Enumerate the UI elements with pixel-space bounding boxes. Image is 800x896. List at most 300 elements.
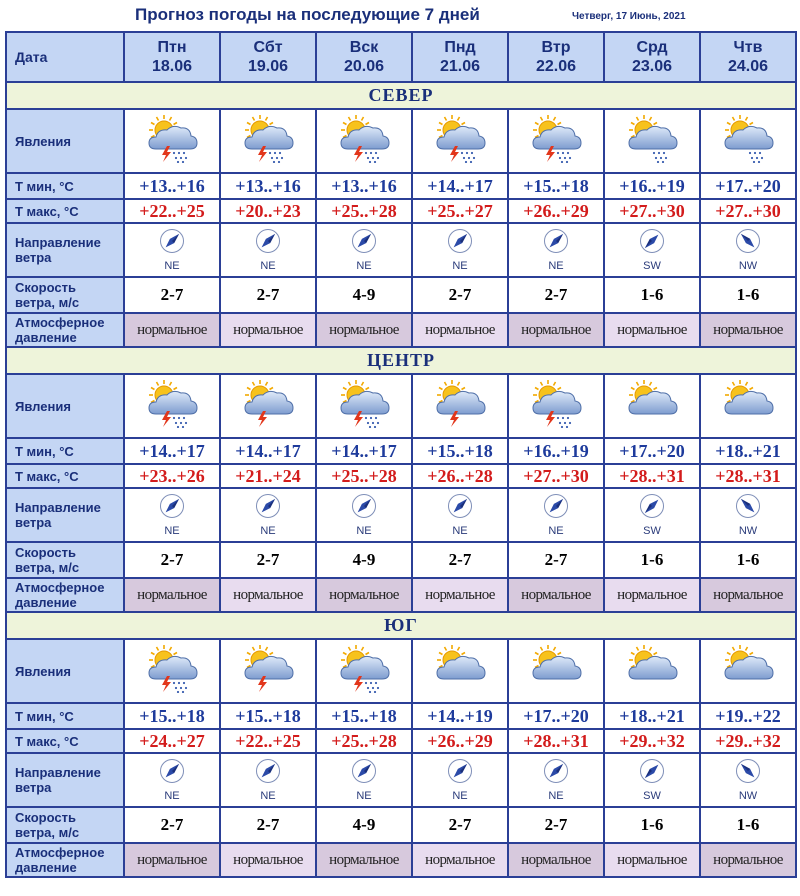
wind-speed-cell bbox=[700, 277, 796, 313]
wind-speed-cell bbox=[316, 542, 412, 578]
wind-speed-row bbox=[6, 542, 796, 578]
compass-arrow-icon bbox=[351, 493, 377, 524]
wind-direction-cell bbox=[412, 223, 508, 277]
tmin-value: +13..+16 bbox=[235, 175, 301, 196]
region-name: ЮГ bbox=[384, 615, 418, 635]
tmin-value: +17..+20 bbox=[715, 175, 781, 196]
tmin-value: +15..+18 bbox=[523, 175, 589, 196]
tmax-label-text: Т макс, °С bbox=[15, 733, 79, 749]
day-date: 21.06 bbox=[439, 58, 481, 75]
storm-icon bbox=[240, 380, 296, 433]
tmax-cell bbox=[220, 729, 316, 753]
day-date: 24.06 bbox=[727, 58, 769, 75]
pressure-row bbox=[6, 313, 796, 347]
wind-speed-value: 2-7 bbox=[448, 550, 472, 569]
region-header bbox=[6, 347, 796, 374]
title-bar bbox=[0, 0, 800, 30]
pressure-cell bbox=[700, 578, 796, 612]
pressure-cell bbox=[604, 578, 700, 612]
wind-direction-value: NE bbox=[164, 790, 180, 802]
pressure-value: нормальное bbox=[233, 321, 303, 338]
wind-speed-cell bbox=[220, 542, 316, 578]
wind-speed-cell bbox=[124, 542, 220, 578]
tmax-cell bbox=[316, 729, 412, 753]
wind-speed-label-text-2: ветра, м/с bbox=[15, 560, 80, 575]
wind-speed-cell bbox=[124, 807, 220, 843]
pressure-value: нормальное bbox=[521, 586, 591, 603]
wind-direction-label-text: Направление bbox=[15, 235, 101, 250]
tmin-value: +14..+17 bbox=[235, 440, 301, 461]
tmax-cell bbox=[604, 464, 700, 488]
compass-arrow-icon bbox=[447, 758, 473, 789]
rain-icon bbox=[624, 115, 680, 168]
day-header bbox=[700, 32, 796, 82]
tmax-value: +25..+28 bbox=[331, 465, 397, 486]
tmax-cell bbox=[700, 464, 796, 488]
tmin-value: +16..+19 bbox=[619, 175, 685, 196]
wind-speed-cell bbox=[508, 542, 604, 578]
tmin-value: +17..+20 bbox=[619, 440, 685, 461]
tmin-cell bbox=[700, 703, 796, 729]
storm-rain-icon bbox=[432, 115, 488, 168]
tmax-value: +27..+30 bbox=[715, 200, 781, 221]
compass-arrow-icon bbox=[639, 493, 665, 524]
tmax-cell bbox=[604, 199, 700, 223]
pressure-value: нормальное bbox=[137, 851, 207, 868]
pressure-label bbox=[6, 313, 124, 347]
phenomena-cell bbox=[412, 639, 508, 703]
compass-arrow-icon bbox=[159, 758, 185, 789]
tmax-value: +28..+31 bbox=[715, 465, 781, 486]
wind-direction-cell bbox=[220, 753, 316, 807]
pressure-value: нормальное bbox=[617, 586, 687, 603]
phenomena-row bbox=[6, 374, 796, 438]
pressure-value: нормальное bbox=[617, 851, 687, 868]
storm-icon bbox=[432, 380, 488, 433]
region-header-row bbox=[6, 612, 796, 639]
wind-direction-row bbox=[6, 223, 796, 277]
phenomena-row bbox=[6, 109, 796, 173]
pressure-row bbox=[6, 578, 796, 612]
tmin-value: +15..+18 bbox=[331, 705, 397, 726]
wind-direction-value: NE bbox=[548, 790, 564, 802]
tmax-cell bbox=[412, 464, 508, 488]
wind-direction-value: NE bbox=[452, 790, 468, 802]
wind-speed-label-text: Скорость bbox=[15, 545, 76, 560]
day-header bbox=[124, 32, 220, 82]
wind-direction-value: NE bbox=[356, 790, 372, 802]
pressure-label bbox=[6, 843, 124, 877]
pressure-cell bbox=[700, 843, 796, 877]
day-date: 20.06 bbox=[343, 58, 385, 75]
wind-speed-label bbox=[6, 542, 124, 578]
wind-speed-value: 1-6 bbox=[640, 550, 664, 569]
wind-speed-value: 1-6 bbox=[640, 815, 664, 834]
wind-direction-cell bbox=[412, 488, 508, 542]
wind-direction-value: NE bbox=[452, 525, 468, 537]
wind-direction-cell bbox=[508, 753, 604, 807]
wind-speed-cell bbox=[700, 542, 796, 578]
wind-direction-cell bbox=[508, 488, 604, 542]
wind-speed-value: 4-9 bbox=[352, 815, 376, 834]
wind-speed-value: 2-7 bbox=[544, 815, 568, 834]
storm-rain-icon bbox=[144, 115, 200, 168]
tmin-cell bbox=[604, 173, 700, 199]
wind-speed-cell bbox=[124, 277, 220, 313]
tmax-value: +28..+31 bbox=[619, 465, 685, 486]
pressure-cell bbox=[316, 843, 412, 877]
day-of-week: Птн bbox=[157, 39, 187, 56]
wind-direction-value: NE bbox=[164, 260, 180, 272]
tmax-value: +20..+23 bbox=[235, 200, 301, 221]
wind-speed-label bbox=[6, 277, 124, 313]
partly-cloudy-icon bbox=[624, 645, 680, 698]
wind-direction-label bbox=[6, 488, 124, 542]
wind-speed-cell bbox=[412, 277, 508, 313]
wind-speed-value: 1-6 bbox=[640, 285, 664, 304]
tmin-cell bbox=[124, 173, 220, 199]
tmin-value: +18..+21 bbox=[619, 705, 685, 726]
wind-direction-value: SW bbox=[643, 260, 661, 272]
wind-speed-value: 2-7 bbox=[256, 815, 280, 834]
current-date: Четверг, 17 Июнь, 2021 bbox=[572, 11, 686, 22]
tmax-cell bbox=[508, 464, 604, 488]
day-of-week: Пнд bbox=[444, 39, 476, 56]
storm-rain-icon bbox=[336, 115, 392, 168]
day-of-week: Втр bbox=[541, 39, 571, 56]
tmax-cell bbox=[316, 464, 412, 488]
pressure-value: нормальное bbox=[713, 851, 783, 868]
region-header bbox=[6, 82, 796, 109]
compass-arrow-icon bbox=[543, 228, 569, 259]
compass-arrow-icon bbox=[159, 228, 185, 259]
wind-direction-value: NE bbox=[452, 260, 468, 272]
pressure-value: нормальное bbox=[233, 586, 303, 603]
storm-icon bbox=[240, 645, 296, 698]
tmax-label-text: Т макс, °С bbox=[15, 468, 79, 484]
region-header bbox=[6, 612, 796, 639]
tmin-label-text: Т мин, °С bbox=[15, 708, 74, 724]
wind-speed-row bbox=[6, 807, 796, 843]
phenomena-cell bbox=[220, 109, 316, 173]
tmax-value: +29..+32 bbox=[619, 730, 685, 751]
tmin-value: +16..+19 bbox=[523, 440, 589, 461]
phenomena-label bbox=[6, 374, 124, 438]
tmax-cell bbox=[508, 729, 604, 753]
partly-cloudy-icon bbox=[432, 645, 488, 698]
tmin-cell bbox=[316, 173, 412, 199]
wind-direction-label-text: Направление bbox=[15, 500, 101, 515]
wind-direction-cell bbox=[124, 753, 220, 807]
wind-direction-value: SW bbox=[643, 525, 661, 537]
wind-speed-cell bbox=[604, 277, 700, 313]
pressure-label bbox=[6, 578, 124, 612]
compass-arrow-icon bbox=[639, 758, 665, 789]
wind-direction-value: SW bbox=[643, 790, 661, 802]
compass-arrow-icon bbox=[255, 493, 281, 524]
tmax-value: +25..+28 bbox=[331, 200, 397, 221]
day-date: 19.06 bbox=[247, 58, 289, 75]
tmin-cell bbox=[508, 438, 604, 464]
tmin-value: +14..+19 bbox=[427, 705, 493, 726]
wind-direction-value: NE bbox=[548, 260, 564, 272]
tmax-cell bbox=[604, 729, 700, 753]
wind-direction-cell bbox=[604, 753, 700, 807]
pressure-cell bbox=[220, 843, 316, 877]
compass-arrow-icon bbox=[735, 228, 761, 259]
tmin-cell bbox=[412, 703, 508, 729]
wind-direction-label-text-2: ветра bbox=[15, 515, 52, 530]
wind-direction-value: NE bbox=[356, 260, 372, 272]
wind-direction-cell bbox=[124, 488, 220, 542]
tmin-label bbox=[6, 438, 124, 464]
wind-direction-cell bbox=[700, 488, 796, 542]
wind-speed-cell bbox=[604, 542, 700, 578]
tmax-cell bbox=[124, 464, 220, 488]
tmax-cell bbox=[316, 199, 412, 223]
pressure-value: нормальное bbox=[521, 321, 591, 338]
day-header bbox=[412, 32, 508, 82]
phenomena-cell bbox=[700, 639, 796, 703]
wind-direction-label-text: Направление bbox=[15, 765, 101, 780]
tmax-label bbox=[6, 199, 124, 223]
wind-speed-value: 4-9 bbox=[352, 285, 376, 304]
phenomena-cell bbox=[412, 374, 508, 438]
wind-direction-value: NE bbox=[356, 525, 372, 537]
tmax-cell bbox=[700, 729, 796, 753]
tmin-cell bbox=[220, 173, 316, 199]
wind-speed-cell bbox=[316, 807, 412, 843]
compass-arrow-icon bbox=[447, 493, 473, 524]
tmax-label bbox=[6, 729, 124, 753]
page-title: Прогноз погоды на последующие 7 дней bbox=[135, 5, 480, 24]
phenomena-label bbox=[6, 639, 124, 703]
compass-arrow-icon bbox=[159, 493, 185, 524]
wind-speed-cell bbox=[412, 542, 508, 578]
wind-direction-value: NW bbox=[738, 790, 758, 802]
pressure-label-text-2: давление bbox=[15, 330, 77, 345]
tmin-cell bbox=[604, 703, 700, 729]
wind-direction-row bbox=[6, 488, 796, 542]
tmin-cell bbox=[508, 173, 604, 199]
wind-direction-value: NE bbox=[260, 525, 276, 537]
pressure-cell bbox=[604, 313, 700, 347]
phenomena-cell bbox=[508, 639, 604, 703]
header-row bbox=[6, 32, 796, 82]
wind-direction-label-text-2: ветра bbox=[15, 780, 52, 795]
tmax-value: +28..+31 bbox=[523, 730, 589, 751]
tmin-cell bbox=[412, 438, 508, 464]
pressure-label-text: Атмосферное bbox=[15, 845, 105, 860]
storm-rain-icon bbox=[144, 380, 200, 433]
tmax-value: +27..+30 bbox=[619, 200, 685, 221]
pressure-label-text-2: давление bbox=[15, 595, 77, 610]
tmax-value: +25..+27 bbox=[427, 200, 493, 221]
phenomena-row bbox=[6, 639, 796, 703]
pressure-cell bbox=[220, 578, 316, 612]
phenomena-cell bbox=[604, 109, 700, 173]
forecast-table bbox=[5, 31, 797, 878]
tmax-cell bbox=[508, 199, 604, 223]
rain-icon bbox=[720, 115, 776, 168]
phenomena-cell bbox=[124, 109, 220, 173]
day-date: 23.06 bbox=[631, 58, 673, 75]
pressure-value: нормальное bbox=[329, 586, 399, 603]
phenomena-cell bbox=[316, 109, 412, 173]
tmax-label bbox=[6, 464, 124, 488]
wind-direction-row bbox=[6, 753, 796, 807]
tmin-cell bbox=[124, 703, 220, 729]
wind-speed-value: 2-7 bbox=[448, 285, 472, 304]
tmax-value: +22..+25 bbox=[139, 200, 205, 221]
partly-cloudy-icon bbox=[720, 645, 776, 698]
tmax-cell bbox=[220, 464, 316, 488]
wind-speed-value: 2-7 bbox=[256, 550, 280, 569]
day-header bbox=[508, 32, 604, 82]
tmax-value: +25..+28 bbox=[331, 730, 397, 751]
tmax-cell bbox=[124, 729, 220, 753]
pressure-value: нормальное bbox=[329, 851, 399, 868]
day-of-week: Вск bbox=[349, 39, 379, 56]
wind-direction-value: NW bbox=[738, 525, 758, 537]
wind-speed-label-text: Скорость bbox=[15, 810, 76, 825]
tmax-value: +26..+29 bbox=[427, 730, 493, 751]
pressure-cell bbox=[604, 843, 700, 877]
pressure-row bbox=[6, 843, 796, 877]
tmax-row bbox=[6, 464, 796, 488]
wind-direction-label bbox=[6, 223, 124, 277]
wind-direction-cell bbox=[124, 223, 220, 277]
compass-arrow-icon bbox=[351, 228, 377, 259]
pressure-label-text: Атмосферное bbox=[15, 580, 105, 595]
pressure-cell bbox=[124, 578, 220, 612]
compass-arrow-icon bbox=[639, 228, 665, 259]
wind-direction-cell bbox=[700, 753, 796, 807]
tmin-value: +14..+17 bbox=[427, 175, 493, 196]
tmin-value: +15..+18 bbox=[139, 705, 205, 726]
compass-arrow-icon bbox=[447, 228, 473, 259]
tmax-cell bbox=[220, 199, 316, 223]
phenomena-cell bbox=[220, 639, 316, 703]
pressure-cell bbox=[412, 578, 508, 612]
phenomena-cell bbox=[508, 109, 604, 173]
wind-speed-cell bbox=[700, 807, 796, 843]
wind-speed-value: 1-6 bbox=[736, 550, 760, 569]
wind-direction-cell bbox=[316, 753, 412, 807]
wind-direction-value: NE bbox=[548, 525, 564, 537]
storm-rain-icon bbox=[336, 645, 392, 698]
tmax-value: +29..+32 bbox=[715, 730, 781, 751]
wind-speed-cell bbox=[412, 807, 508, 843]
tmax-value: +23..+26 bbox=[139, 465, 205, 486]
wind-speed-value: 2-7 bbox=[256, 285, 280, 304]
tmax-value: +24..+27 bbox=[139, 730, 205, 751]
pressure-cell bbox=[508, 843, 604, 877]
tmin-row bbox=[6, 703, 796, 729]
wind-speed-cell bbox=[508, 807, 604, 843]
tmax-row bbox=[6, 199, 796, 223]
phenomena-cell bbox=[316, 374, 412, 438]
wind-speed-value: 2-7 bbox=[448, 815, 472, 834]
phenomena-cell bbox=[124, 374, 220, 438]
tmin-label-text: Т мин, °С bbox=[15, 178, 74, 194]
phenomena-label-text: Явления bbox=[15, 398, 71, 414]
day-of-week: Сбт bbox=[253, 39, 283, 56]
tmin-cell bbox=[220, 438, 316, 464]
wind-direction-cell bbox=[604, 223, 700, 277]
tmax-cell bbox=[412, 199, 508, 223]
pressure-cell bbox=[700, 313, 796, 347]
wind-speed-value: 4-9 bbox=[352, 550, 376, 569]
wind-direction-cell bbox=[412, 753, 508, 807]
wind-speed-value: 1-6 bbox=[736, 285, 760, 304]
tmin-label-text: Т мин, °С bbox=[15, 443, 74, 459]
tmax-value: +27..+30 bbox=[523, 465, 589, 486]
wind-speed-value: 2-7 bbox=[160, 285, 184, 304]
day-header bbox=[316, 32, 412, 82]
wind-speed-value: 1-6 bbox=[736, 815, 760, 834]
phenomena-cell bbox=[700, 374, 796, 438]
wind-speed-value: 2-7 bbox=[544, 285, 568, 304]
tmin-value: +19..+22 bbox=[715, 705, 781, 726]
wind-speed-cell bbox=[220, 277, 316, 313]
date-column-label: Дата bbox=[15, 49, 48, 65]
pressure-label-text-2: давление bbox=[15, 860, 77, 875]
tmin-row bbox=[6, 438, 796, 464]
pressure-value: нормальное bbox=[425, 851, 495, 868]
compass-arrow-icon bbox=[735, 493, 761, 524]
phenomena-cell bbox=[700, 109, 796, 173]
phenomena-label-text: Явления bbox=[15, 663, 71, 679]
pressure-cell bbox=[124, 313, 220, 347]
storm-rain-icon bbox=[144, 645, 200, 698]
phenomena-cell bbox=[508, 374, 604, 438]
pressure-value: нормальное bbox=[425, 586, 495, 603]
wind-direction-cell bbox=[316, 223, 412, 277]
tmin-value: +17..+20 bbox=[523, 705, 589, 726]
pressure-value: нормальное bbox=[617, 321, 687, 338]
tmin-value: +14..+17 bbox=[331, 440, 397, 461]
day-header bbox=[604, 32, 700, 82]
tmin-value: +14..+17 bbox=[139, 440, 205, 461]
tmax-cell bbox=[700, 199, 796, 223]
pressure-cell bbox=[316, 313, 412, 347]
region-header-row bbox=[6, 82, 796, 109]
wind-direction-cell bbox=[604, 488, 700, 542]
wind-direction-value: NE bbox=[164, 525, 180, 537]
wind-speed-cell bbox=[316, 277, 412, 313]
tmin-value: +13..+16 bbox=[139, 175, 205, 196]
tmax-value: +26..+28 bbox=[427, 465, 493, 486]
tmin-label bbox=[6, 703, 124, 729]
compass-arrow-icon bbox=[255, 758, 281, 789]
phenomena-cell bbox=[604, 374, 700, 438]
tmax-value: +22..+25 bbox=[235, 730, 301, 751]
compass-arrow-icon bbox=[735, 758, 761, 789]
pressure-cell bbox=[412, 843, 508, 877]
pressure-value: нормальное bbox=[521, 851, 591, 868]
region-name: ЦЕНТР bbox=[366, 350, 435, 370]
pressure-cell bbox=[412, 313, 508, 347]
wind-speed-label-text-2: ветра, м/с bbox=[15, 825, 80, 840]
tmin-cell bbox=[412, 173, 508, 199]
wind-direction-cell bbox=[700, 223, 796, 277]
phenomena-cell bbox=[316, 639, 412, 703]
tmin-value: +18..+21 bbox=[715, 440, 781, 461]
tmax-value: +21..+24 bbox=[235, 465, 301, 486]
pressure-value: нормальное bbox=[137, 586, 207, 603]
wind-direction-cell bbox=[316, 488, 412, 542]
